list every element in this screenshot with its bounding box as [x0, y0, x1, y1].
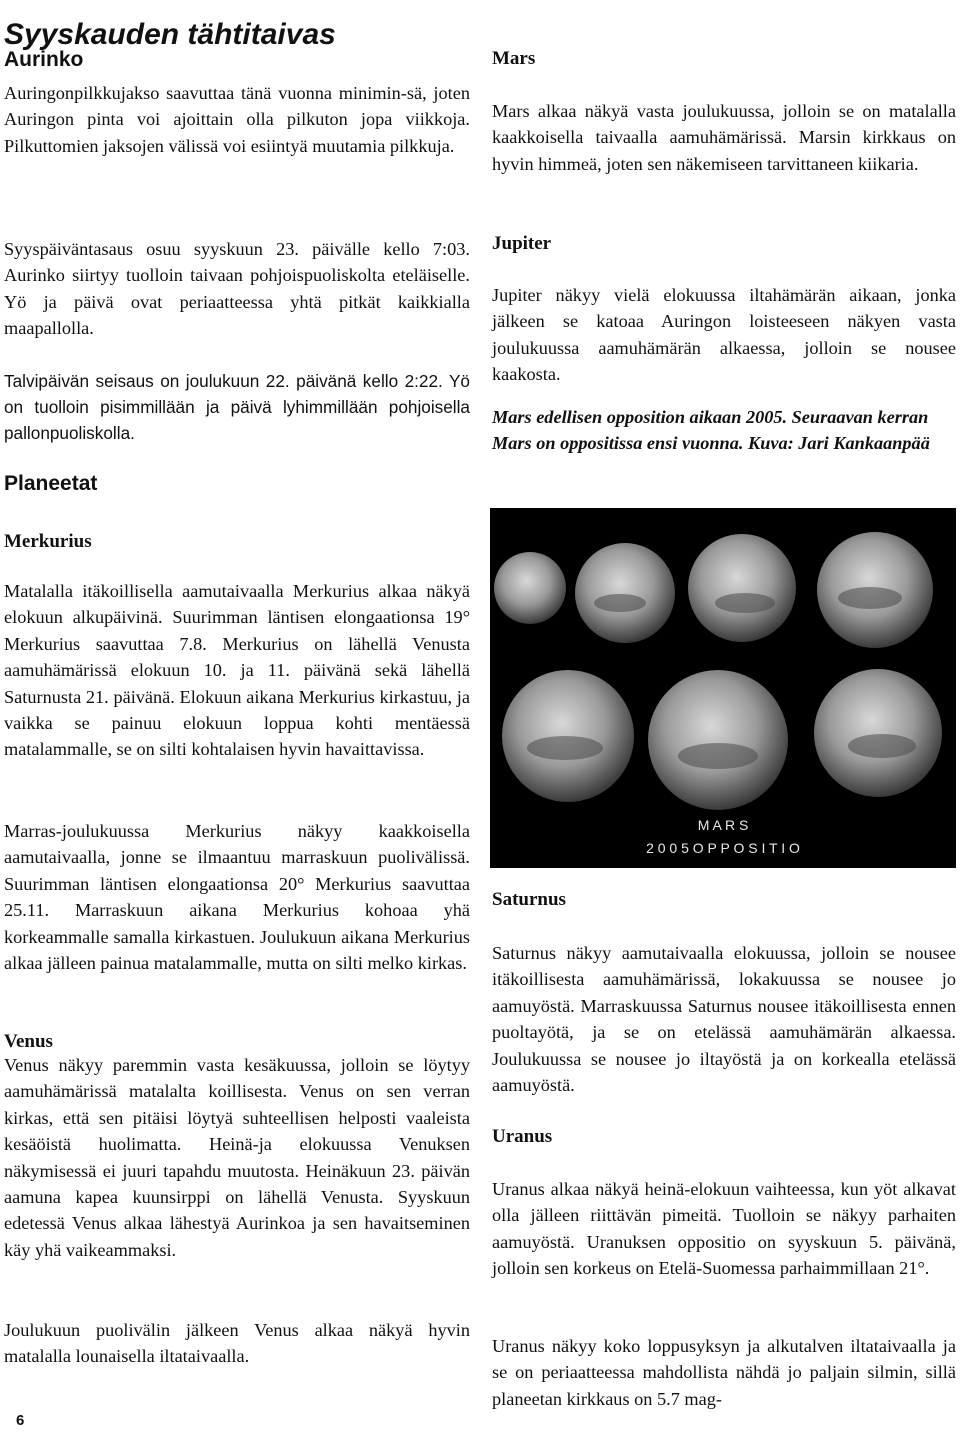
heading-planeetat: Planeetat — [4, 472, 98, 495]
saturnus-paragraph-1: Saturnus näkyy aamutaivaalla elokuussa, jolloin se nousee itäkoillisesta aamuhämärissä, lokakuussa se nousee jo aamuyöstä. Marraskuussa Saturnus nousee itäkoillisesta ennen puoltayötä, ja se on etelässä aamuhämärän alkaessa. Joulukuussa se nousee jo iltayöstä ja on korkealla etelässä aamuyöstä. — [492, 943, 956, 1096]
page-title: Syyskauden tähtitaivas — [4, 18, 336, 52]
venus-paragraph-2: Joulukuun puolivälin jälkeen Venus alkaa näkyä hyvin matalalla lounaisella iltataivaalla. — [4, 1320, 470, 1367]
merkurius-paragraph-1: Matalalla itäkoillisella aamutaivaalla Merkurius alkaa näkyä elokuun alkupäivinä. Suurimman läntisen elongaationsa 19° Merkurius saavuttaa 7.8. Merkurius on lähellä Venusta aamuhämärissä elokuun 10. ja 11. päivänä sekä lähellä Saturnusta 21. päivänä. Elokuun aikana Merkurius kirkastuu, ja vaikka se painuu elokuun loppua kohti mentäessä matalammalle, se on silti kohtalaisen hyvin havaittavissa. — [4, 581, 470, 760]
mars-disc — [688, 534, 796, 642]
jupiter-paragraph-1: Jupiter näkyy vielä elokuussa iltahämärän aikaan, jonka jälkeen se katoaa Auringon loisteeseen näkyen vasta joulukuussa aamuhämärän alkaessa, jolloin se nousee kaakosta. — [492, 285, 956, 385]
mars-paragraph-1: Mars alkaa näkyä vasta joulukuussa, jolloin se on matalalla kaakkoisella taivaalla aamuhämärissä. Marsin kirkkaus on hyvin himmeä, joten sen näkemiseen tarvittaneen kiikaria. — [492, 101, 956, 174]
heading-jupiter: Jupiter — [492, 233, 552, 254]
heading-saturnus: Saturnus — [492, 889, 566, 910]
heading-merkurius: Merkurius — [4, 531, 92, 552]
mars-disc — [648, 670, 788, 810]
photo-label-mars: M A R S — [697, 817, 749, 833]
mars-disc — [494, 552, 566, 624]
venus-paragraph-1: Venus näkyy paremmin vasta kesäkuussa, jolloin se löytyy aamuhämärissä matalalta koillisesta. Venus on sen verran kirkas, että sen pitäisi löytyä suhteellisen helposti vaaleista kesäöistä huolimatta. Heinä-ja elokuussa Venuksen näkymisessä ei juuri tapahdu muutosta. Heinäkuun 23. päivän aamuna kapea kuunsirppi on lähellä Venusta. Syyskuun edetessä Venus alkaa lähestyä Aurinkoa ja sen havaitseminen käy yhä vaikeammaksi. — [4, 1055, 470, 1260]
merkurius-paragraph-2: Marras-joulukuussa Merkurius näkyy kaakkoisella aamutaivaalla, jonne se ilmaantuu marraskuun puolivälissä. Suurimman läntisen elongaationsa 20° Merkurius saavuttaa 25.11. Marraskuun aikana Merkurius kohoaa yhä korkeammalle samalla kirkastuen. Joulukuun aikana Merkurius alkaa jälleen painua matalammalle, mutta on silti melko kirkas. — [4, 821, 470, 974]
page-number: 6 — [16, 1412, 25, 1429]
mars-disc — [814, 669, 942, 797]
mars-photo-graphic — [490, 508, 956, 868]
heading-aurinko: Aurinko — [4, 48, 84, 71]
uranus-paragraph-1: Uranus alkaa näkyä heinä-elokuun vaihteessa, kun yöt alkavat olla jälleen riittävän pimeitä. Tuolloin se näkyy parhaiten aamuyöstä. Uranuksen oppositio on syyskuun 5. päivänä, jolloin sen korkeus on Etelä-Suomessa parhaimmillaan 21°. — [492, 1179, 956, 1279]
heading-venus: Venus — [4, 1031, 53, 1052]
aurinko-paragraph-3: Talvipäivän seisaus on joulukuun 22. päivänä kello 2:22. Yö on tuolloin pisimmillään ja päivä lyhimmillään pohjoisella pallonpuoliskolla. — [4, 371, 470, 444]
mars-photo-caption: Mars edellisen opposition aikaan 2005. Seuraavan kerran Mars on oppositissa ensi vuonna. Kuva: Jari Kankaanpää — [492, 407, 930, 454]
mars-photo — [490, 508, 956, 868]
photo-label-opposition: 2 0 0 5 O P P O S I T I O — [646, 840, 800, 856]
aurinko-paragraph-2: Syyspäiväntasaus osuu syyskuun 23. päivälle kello 7:03. Aurinko siirtyy tuolloin taivaan pohjoispuoliskolta eteläiselle. Yö ja päivä ovat periaatteessa yhtä pitkät kaikkialla maapallolla. — [4, 239, 470, 339]
aurinko-paragraph-1: Auringonpilkkujakso saavuttaa tänä vuonna minimin-sä, joten Auringon pinta voi ajoittain olla pilkuton jopa viikkoja. Pilkuttomien jaksojen välissä voi esiintyä muutamia pilkkuja. — [4, 83, 470, 156]
uranus-paragraph-2: Uranus näkyy koko loppusyksyn ja alkutalven iltataivaalla ja se on periaatteessa mahdollista nähdä jo paljain silmin, sillä planeetan kirkkaus on 5.7 mag- — [492, 1336, 956, 1409]
heading-mars: Mars — [492, 48, 536, 69]
mars-disc — [575, 543, 675, 643]
heading-uranus: Uranus — [492, 1126, 553, 1147]
mars-disc — [502, 670, 634, 802]
